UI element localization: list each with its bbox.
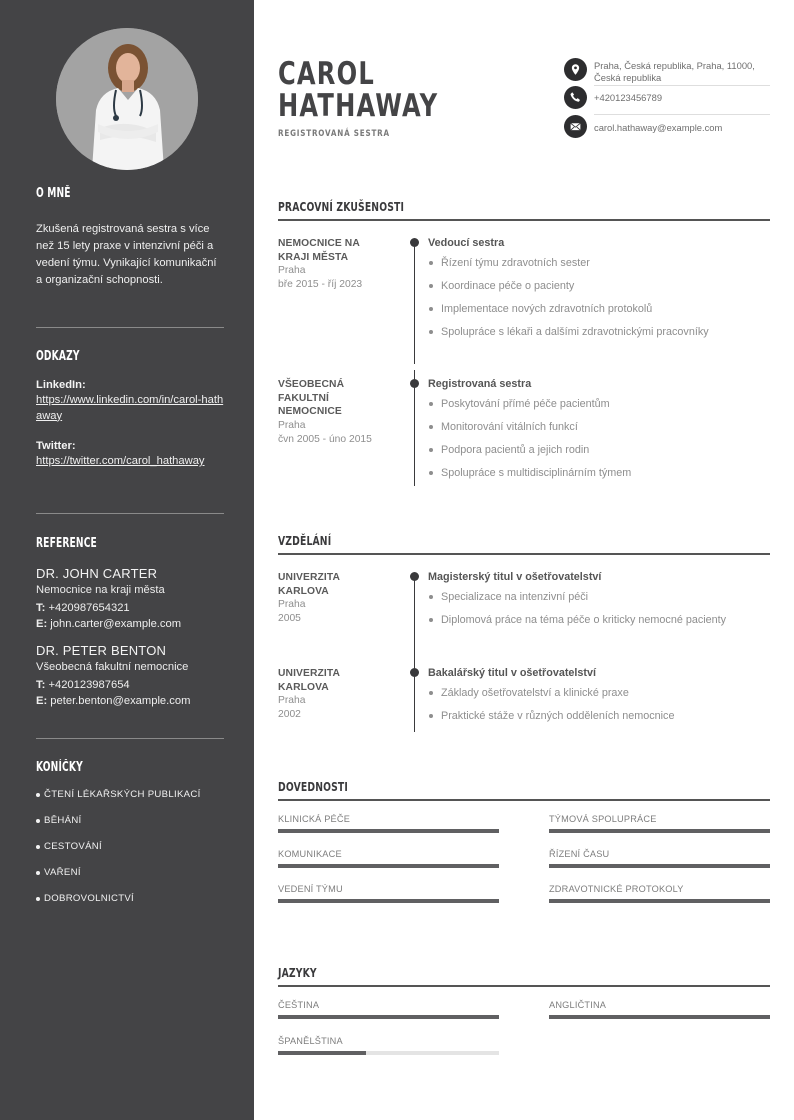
bullet-list	[428, 256, 770, 339]
language-level-fill	[549, 1015, 770, 1019]
entry-meta	[278, 667, 388, 722]
hobby-label: DOBROVOLNICTVÍ	[44, 893, 135, 904]
bullet-item: Monitorování vitálních funkcí	[428, 420, 770, 434]
email-value: peter.benton@example.com	[50, 694, 191, 707]
phone-value: +420123987654	[48, 679, 130, 691]
skill-item	[549, 849, 770, 868]
hobby-label: VAŘENÍ	[44, 867, 81, 878]
language-level-bar	[278, 1015, 499, 1019]
reference-name: DR. JOHN CARTER	[36, 566, 158, 581]
twitter-link[interactable]: https://twitter.com/carol_hathaway	[36, 455, 205, 467]
skill-level-fill	[278, 829, 499, 833]
bullet-list	[428, 686, 770, 723]
role-title: Registrovaná sestra	[428, 378, 532, 390]
language-level-fill	[278, 1015, 499, 1019]
entry-details	[428, 667, 770, 723]
hobby-item	[36, 789, 224, 801]
timeline-dot-icon	[410, 238, 419, 247]
bullet-item: Základy ošetřovatelství a klinické praxe	[428, 686, 770, 700]
skills-heading: DOVEDNOSTI	[278, 779, 348, 794]
hobby-item	[36, 893, 224, 905]
entry-location: Praha	[278, 265, 306, 276]
reference-phone	[36, 601, 224, 617]
entry-meta	[278, 237, 388, 292]
entry-dates: 2002	[278, 709, 301, 720]
skill-level-bar	[549, 864, 770, 868]
bullet-icon	[36, 793, 40, 797]
nurse-portrait-icon	[56, 28, 198, 170]
bullet-icon	[36, 819, 40, 823]
skill-item	[549, 814, 770, 833]
bullet-list	[428, 590, 770, 627]
bullet-list	[428, 397, 770, 480]
education-heading: VZDĚLÁNÍ	[278, 533, 332, 548]
phone-label: T:	[36, 679, 46, 691]
about-section	[36, 186, 224, 289]
skill-level-bar	[278, 864, 499, 868]
hobby-label: CESTOVÁNÍ	[44, 841, 102, 852]
link-linkedin	[36, 378, 224, 424]
links-section	[36, 349, 224, 470]
reference-item	[36, 642, 224, 709]
phone-label: T:	[36, 602, 46, 614]
language-level-fill	[278, 1051, 366, 1055]
bullet-icon	[36, 897, 40, 901]
skill-name: KLINICKÁ PÉČE	[278, 814, 351, 824]
phone-text[interactable]: +420123456789	[594, 92, 663, 103]
languages-section-header	[278, 964, 770, 982]
hobby-item	[36, 867, 224, 879]
entry-details	[428, 237, 770, 339]
skill-level-fill	[278, 864, 499, 868]
job-title: REGISTROVANÁ SESTRA	[278, 129, 390, 139]
entry-meta	[278, 571, 388, 626]
sidebar-divider	[36, 327, 224, 328]
skill-level-bar	[549, 899, 770, 903]
language-item	[278, 1036, 499, 1055]
entry-meta	[278, 378, 388, 447]
bullet-item: Koordinace péče o pacienty	[428, 279, 770, 293]
section-rule	[278, 219, 770, 221]
education-entry	[278, 667, 770, 737]
entry-location: Praha	[278, 419, 306, 431]
link-twitter	[36, 439, 224, 470]
bullet-item: Spolupráce s multidisciplinárním týmem	[428, 466, 770, 480]
about-text: Zkušená registrovaná sestra s více než 15 lety praxe v intenzivní péči a vedení týmu. Vynikající komunikační a organizační schopnosti.	[36, 223, 217, 286]
skill-level-fill	[549, 829, 770, 833]
skill-item	[549, 884, 770, 903]
skill-name: ZDRAVOTNICKÉ PROTOKOLY	[549, 884, 684, 894]
education-section-header	[278, 532, 770, 550]
hobbies-section	[36, 760, 224, 905]
skill-level-fill	[278, 899, 499, 903]
section-rule	[278, 553, 770, 555]
experience-entry	[278, 378, 770, 488]
bullet-icon	[36, 845, 40, 849]
entry-details	[428, 571, 770, 627]
education-entry	[278, 571, 770, 661]
contact-address	[564, 58, 770, 85]
language-name: ŠPANĚLŠTINA	[278, 1036, 343, 1046]
language-name: ANGLIČTINA	[549, 1000, 607, 1010]
sidebar-divider	[36, 738, 224, 739]
bullet-icon	[36, 871, 40, 875]
profile-photo	[56, 28, 198, 170]
skill-level-bar	[278, 899, 499, 903]
section-rule	[278, 985, 770, 987]
bullet-item: Diplomová práce na téma péče o kriticky nemocné pacienty	[428, 613, 770, 627]
bullet-item: Specializace na intenzivní péči	[428, 590, 770, 604]
location-icon	[564, 58, 587, 81]
bullet-item: Poskytování přímé péče pacientům	[428, 397, 770, 411]
reference-item	[36, 565, 224, 632]
experience-section-header	[278, 198, 770, 216]
skill-name: TÝMOVÁ SPOLUPRÁCE	[549, 814, 657, 824]
entry-details	[428, 378, 770, 480]
skill-name: VEDENÍ TÝMU	[278, 884, 343, 894]
reference-org: Nemocnice na kraji města	[36, 584, 165, 596]
skill-item	[278, 884, 499, 903]
experience-entry	[278, 237, 770, 347]
role-title: Vedoucí sestra	[428, 237, 505, 249]
language-level-bar	[278, 1051, 499, 1055]
about-heading: O MNĚ	[36, 186, 71, 201]
contact-phone	[564, 86, 770, 114]
skill-level-bar	[278, 829, 499, 833]
email-label: E:	[36, 617, 48, 630]
bullet-item: Praktické stáže v různých odděleních nemocnice	[428, 709, 770, 723]
employer-name: VŠEOBECNÁ FAKULTNÍ NEMOCNICE	[278, 379, 345, 417]
reference-org: Všeobecná fakultní nemocnice	[36, 661, 189, 673]
entry-location: Praha	[278, 695, 306, 706]
experience-heading: PRACOVNÍ ZKUŠENOSTI	[278, 199, 405, 214]
references-section	[36, 536, 224, 709]
skill-level-fill	[549, 864, 770, 868]
school-name: UNIVERZITA KARLOVA	[278, 572, 340, 597]
phone-value: +420987654321	[48, 602, 130, 614]
hobby-label: ČTENÍ LÉKAŘSKÝCH PUBLIKACÍ	[44, 789, 201, 800]
first-name: CAROL	[278, 56, 375, 92]
skill-level-fill	[549, 899, 770, 903]
email-label: E:	[36, 694, 48, 707]
hobbies-heading: KONÍČKY	[36, 760, 83, 775]
section-rule	[278, 799, 770, 801]
reference-email	[36, 617, 224, 633]
skill-name: ŘÍZENÍ ČASU	[549, 849, 610, 859]
employer-name: NEMOCNICE NA KRAJI MĚSTA	[278, 238, 360, 263]
language-item	[278, 1000, 499, 1019]
contact-email	[564, 115, 770, 141]
bullet-item: Řízení týmu zdravotních sester	[428, 256, 770, 270]
links-heading: ODKAZY	[36, 349, 80, 364]
linkedin-label: LinkedIn:	[36, 379, 86, 391]
entry-dates: 2005	[278, 613, 301, 624]
phone-icon	[564, 86, 587, 109]
sidebar-divider	[36, 513, 224, 514]
sidebar	[0, 0, 254, 1120]
skill-item	[278, 849, 499, 868]
bullet-item: Podpora pacientů a jejich rodin	[428, 443, 770, 457]
timeline-dot-icon	[410, 572, 419, 581]
degree-title: Bakalářský titul v ošetřovatelství	[428, 667, 597, 679]
email-value: john.carter@example.com	[50, 617, 182, 630]
language-name: ČEŠTINA	[278, 1000, 320, 1010]
full-name	[278, 58, 438, 122]
timeline-dot-icon	[410, 668, 419, 677]
reference-email	[36, 694, 224, 710]
hobby-item	[36, 841, 224, 853]
email-icon	[564, 115, 587, 138]
hobby-item	[36, 815, 224, 827]
twitter-label: Twitter:	[36, 440, 76, 452]
school-name: UNIVERZITA KARLOVA	[278, 668, 340, 693]
skill-name: KOMUNIKACE	[278, 849, 342, 859]
references-heading: REFERENCE	[36, 536, 97, 551]
timeline-line	[414, 575, 416, 675]
timeline-line	[414, 241, 416, 364]
email-text[interactable]: carol.hathaway@example.com	[594, 122, 723, 133]
skill-level-bar	[549, 829, 770, 833]
contact-list	[564, 58, 770, 141]
skills-section-header	[278, 778, 770, 796]
language-level-bar	[549, 1015, 770, 1019]
degree-title: Magisterský titul v ošetřovatelství	[428, 571, 602, 583]
entry-dates: bře 2015 - říj 2023	[278, 279, 363, 290]
address-text: Praha, Česká republika, Praha, 11000, Česká republika	[594, 60, 755, 83]
timeline-dot-icon	[410, 379, 419, 388]
reference-phone	[36, 678, 224, 694]
entry-dates: čvn 2005 - úno 2015	[278, 433, 372, 445]
skill-item	[278, 814, 499, 833]
reference-name: DR. PETER BENTON	[36, 643, 167, 658]
language-item	[549, 1000, 770, 1019]
entry-location: Praha	[278, 599, 306, 610]
hobby-label: BĚHÁNÍ	[44, 815, 82, 826]
last-name: HATHAWAY	[278, 88, 439, 124]
languages-heading: JAZYKY	[278, 965, 317, 980]
bullet-item: Spolupráce s lékaři a dalšími zdravotnickými pracovníky	[428, 325, 770, 339]
linkedin-link[interactable]: https://www.linkedin.com/in/carol-hathaway	[36, 394, 224, 422]
bullet-item: Implementace nových zdravotních protokolů	[428, 302, 770, 316]
